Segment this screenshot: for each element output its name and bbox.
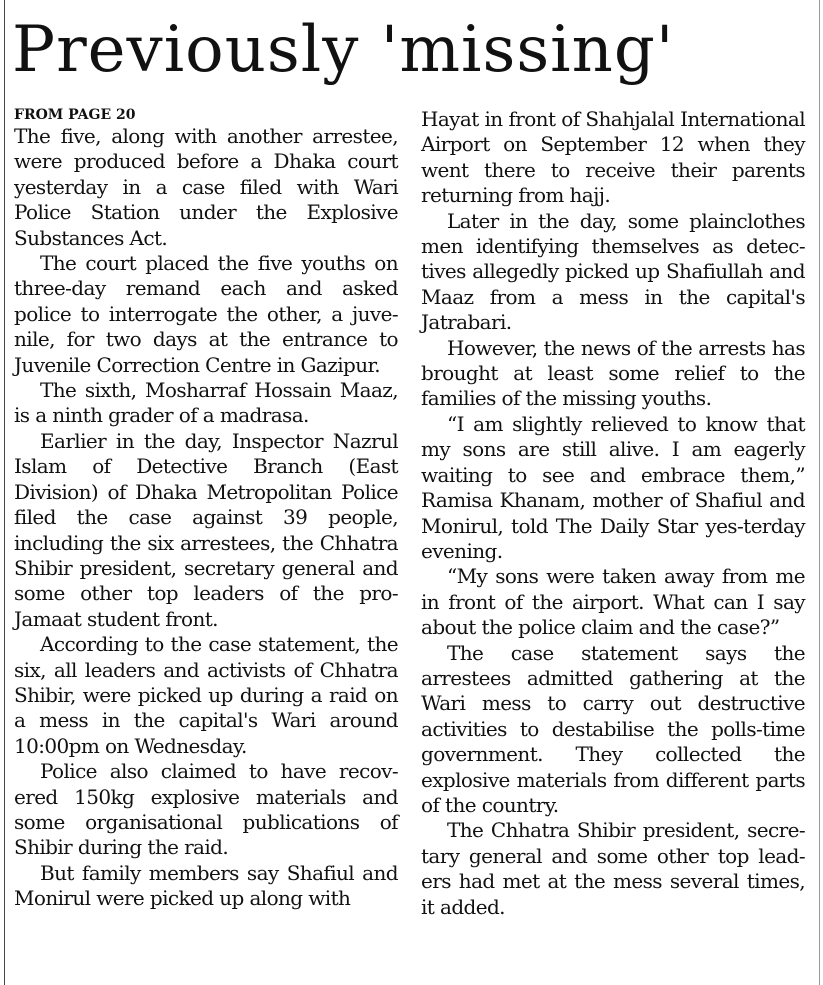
- right-border-rule: [819, 0, 820, 985]
- paragraph: The court placed the five youths on three-day remand each and asked police to interrogate the other, a juve-nile, for two days at the entrance to Juvenile Correction Centre in Gazipur.: [14, 251, 398, 377]
- paragraph: Later in the day, some plainclothes men identifying themselves as detec-tives allegedly picked up Shafiullah and Maaz from a mess in the capital's Jatrabari.: [421, 208, 805, 335]
- paragraph: Police also claimed to have recov-ered 150kg explosive materials and some organisational publications of Shibir during the raid.: [14, 759, 398, 860]
- paragraph: The five, along with another arrestee, were produced before a Dhaka court yesterday in a case filed with Wari Police Station under the Explosive Substances Act.: [14, 124, 398, 250]
- paragraph: The Chhatra Shibir president, secre-tary general and some other top lead-ers had met at the mess several times, it added.: [421, 818, 805, 919]
- left-column: [14, 107, 398, 912]
- from-page-label: FROM PAGE 20: [14, 107, 136, 123]
- quote-paragraph: “My sons were taken away from me in front of the airport. What can I say about the police claim and the case?”: [421, 564, 805, 640]
- right-column: [421, 107, 805, 920]
- paragraph: The case statement says the arrestees admitted gathering at the Wari mess to carry out destructive activities to destabilise the polls-time government. They collected the explosive materials from different parts of the country.: [421, 640, 805, 817]
- paragraph: Earlier in the day, Inspector Nazrul Islam of Detective Branch (East Division) of Dhaka Metropolitan Police filed the case against 39 people, including the six arrestees, the Chhatra Shibir president, secretary general and some other top leaders of the pro-Jamaat student front.: [14, 428, 398, 631]
- paragraph: According to the case statement, the six, all leaders and activists of Chhatra Shibir, were picked up during a raid on a mess in the capital's Wari around 10:00pm on Wednesday.: [14, 632, 398, 758]
- paragraph: The sixth, Mosharraf Hossain Maaz, is a ninth grader of a madrasa.: [14, 378, 398, 428]
- left-border-rule: [4, 0, 5, 985]
- paragraph: However, the news of the arrests has brought at least some relief to the families of the missing youths.: [421, 335, 805, 411]
- quote-paragraph: “I am slightly relieved to know that my sons are still alive. I am eagerly waiting to see and embrace them,” Ramisa Khanam, mother of Shafiul and Monirul, told The Daily Star yes-terday evening.: [421, 411, 805, 563]
- headline: Previously 'missing': [12, 13, 675, 87]
- paragraph: But family members say Shafiul and Monirul were picked up along with: [14, 860, 398, 911]
- paragraph: Hayat in front of Shahjalal International Airport on September 12 when they went there to receive their parents returning from hajj.: [421, 107, 805, 208]
